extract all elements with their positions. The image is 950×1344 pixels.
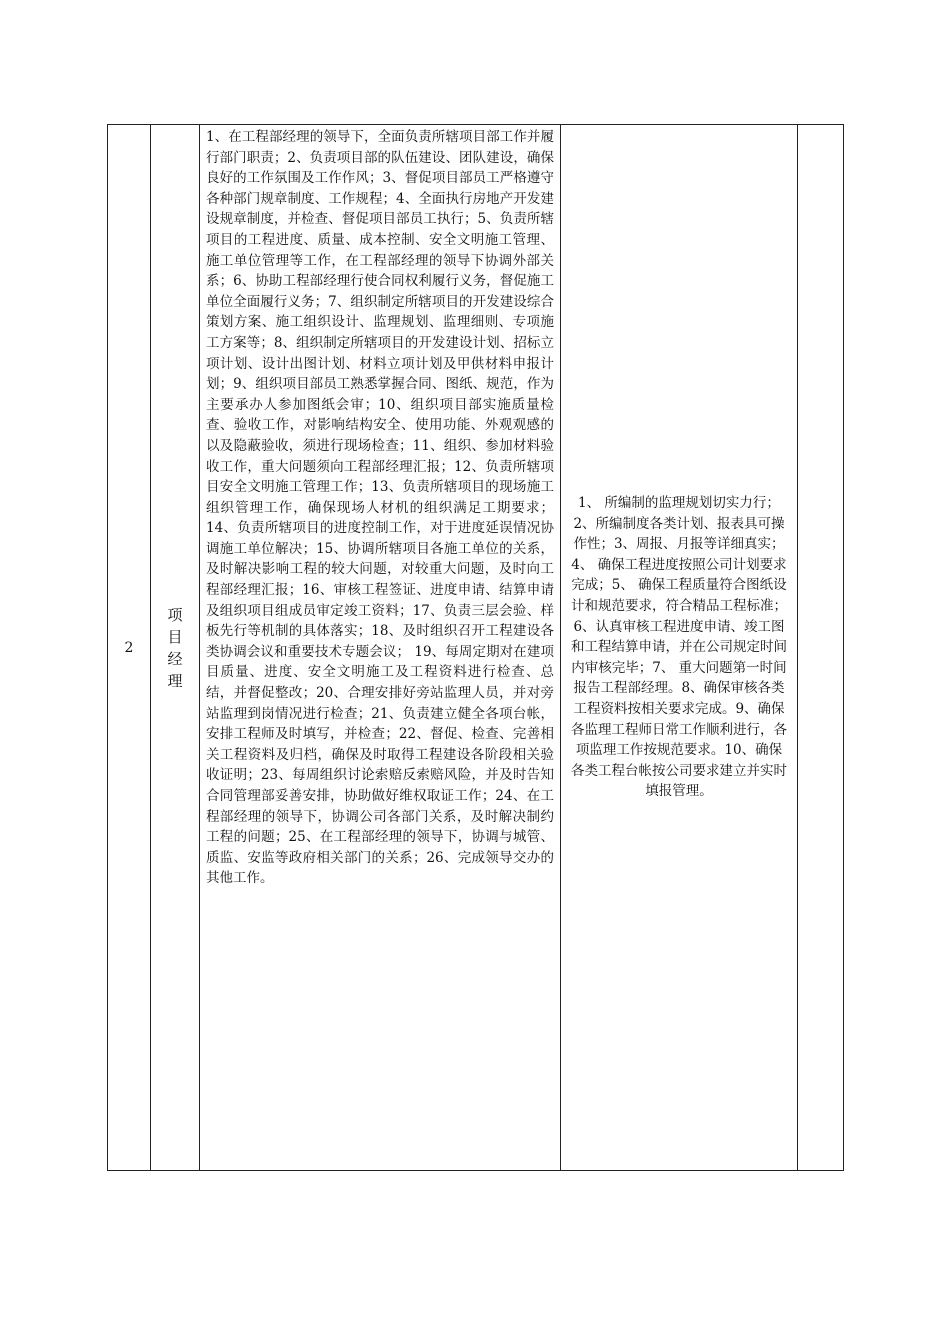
- position-title: 项目经理: [167, 605, 183, 690]
- position-cell: [151, 125, 200, 1171]
- standards-text: 1、 所编制的监理规划切实力行；2、所编制度各类计划、报表具可操作性；3、周报、月报等详细真实；4、 确保工程进度按照公司计划要求完成；5、 确保工程质量符合图纸设计和规范要求，符合精品工程标准；6、认真审核工程进度申请、竣工图和工程结算申请，并在公司规定时间内审核完毕；7、 重大问题第一时间报告工程部经理。8、确保审核各类工程资料按相关要求完成。9、确保各监理工程师日常工作顺利进行，各项监理工作按规范要求。10、确保各类工程台帐按公司要求建立并实时填报管理。: [571, 495, 787, 800]
- empty-cell: [798, 125, 844, 1171]
- duties-text: 1、在工程部经理的领导下，全面负责所辖项目部工作并履行部门职责；2、负责项目部的队伍建设、团队建设，确保良好的工作氛围及工作作风；3、督促项目部员工严格遵守各种部门规章制度、工作规程；4、全面执行房地产开发建设规章制度，并检查、督促项目部员工执行；5、负责所辖项目的工程进度、质量、成本控制、安全文明施工管理、施工单位管理等工作，在工程部经理的领导下协调外部关系；6、协助工程部经理行使合同权利履行义务，督促施工单位全面履行义务；7、组织制定所辖项目的开发建设综合策划方案、施工组织设计、监理规划、监理细则、专项施工方案等；8、组织制定所辖项目的开发建设计划、招标立项计划、设计出图计划、材料立项计划及甲供材料申报计划；9、组织项目部员工熟悉掌握合同、图纸、规范，作为主要承办人参加图纸会审；10、组织项目部实施质量检查、验收工作，对影响结构安全、使用功能、外观观感的以及隐蔽验收，须进行现场检查；11、组织、参加材料验收工作，重大问题须向工程部经理汇报；12、负责所辖项目安全文明施工管理工作；13、负责所辖项目的现场施工组织管理工作，确保现场人材机的组织满足工期要求；14、负责所辖项目的进度控制工作，对于进度延误情况协调施工单位解决；15、协调所辖项目各施工单位的关系，及时解决影响工程的较大问题，对较重大问题，及时向工程部经理汇报；16、审核工程签证、进度申请、结算申请及组织项目组成员审定竣工资料；17、负责三层会验、样板先行等机制的具体落实；18、及时组织召开工程建设各类协调会议和重要技术专题会议； 19、每周定期对在建项目质量、进度、安全文明施工及工程资料进行检查、总结，并督促整改；20、合理安排好旁站监理人员，并对旁站监理到岗情况进行检查；21、负责建立健全各项台帐，安排工程师及时填写，并检查；22、督促、检查、完善相关工程资料及归档，确保及时取得工程建设各阶段相关验收证明；23、每周组织讨论索赔反索赔风险，并及时告知合同管理部妥善安排，协助做好维权取证工作；24、在工程部经理的领导下，协调公司各部门关系，及时解决制约工程的问题；25、在工程部经理的领导下，协调与城管、质监、安监等政府相关部门的关系；26、完成领导交办的其他工作。: [206, 129, 554, 887]
- row-number: 2: [124, 639, 134, 656]
- standards-cell: [561, 125, 798, 1171]
- row-number-cell: [108, 125, 151, 1171]
- job-duty-table: [107, 124, 844, 1171]
- table-row: [108, 125, 844, 1171]
- duties-cell: [200, 125, 561, 1171]
